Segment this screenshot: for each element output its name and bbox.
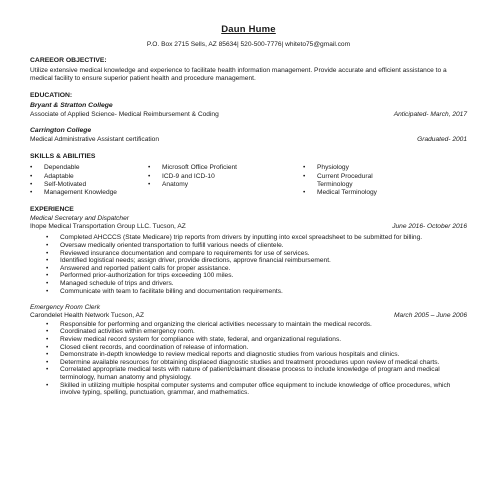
company-name: Carondelet Health Network Tucson, AZ [30,312,144,320]
bullet-icon: • [30,180,33,188]
experience-heading: EXPERIENCE [30,205,74,213]
bullet-icon: • [148,172,151,180]
bullet-icon: • [46,234,49,242]
skill-item: • Medical Terminology [303,188,377,196]
duty-item: • Answered and reported patient calls for proper assistance. [46,264,231,272]
bullet-icon: • [46,343,49,351]
bullet-icon: • [46,335,49,343]
bullet-icon: • [46,241,49,249]
duties-list [30,321,467,397]
skill-item: • Anatomy [148,180,189,188]
duty-item: • Oversaw medically oriented transportation to fulfill various needs of clientele. [46,241,284,249]
objective-heading: CAREEOR OBJECTIVE: [30,57,107,64]
bullet-icon: • [30,172,33,180]
job-title: Emergency Room Clerk [30,304,100,312]
bullet-icon: • [303,172,306,180]
education-heading: EDUCATION: [30,92,73,100]
skills-column [30,164,151,196]
bullet-icon: • [46,320,49,328]
bullet-icon: • [46,351,49,359]
skills-column [148,164,306,196]
duty-item: • Reviewed insurance documentation and compare to requirements for use of services. [46,249,310,257]
school-name: Bryant & Stratton College [30,102,113,110]
skill-item: • Microsoft Office Proficient [148,164,237,172]
skill-item: Terminology [317,180,353,188]
education-date: Graduated- 2001 [417,136,467,143]
bullet-icon: • [303,188,306,196]
duty-item: • Demonstrate in-depth knowledge to review medical reports and diagnostic studies from various hospitals and clinics. [46,351,400,359]
skill-item: • ICD-9 and ICD-10 [148,172,215,180]
education-entry [30,102,467,119]
skill-item: • Self-Motivated [30,180,87,188]
duty-item: • Skilled in utilizing multiple hospital computer systems and computer office equipment to include knowledge of office procedures, which involve typing, spelling, punctuation, grammar, and mathematics. [46,381,451,397]
duty-item: • Responsible for performing and organizing the clerical activities necessary to maintain the medical records. [46,320,372,328]
bullet-icon: • [148,164,151,172]
bullet-icon: • [46,279,49,287]
bullet-icon: • [46,249,49,257]
bullet-icon: • [30,164,33,172]
job-dates: June 2016- October 2016 [392,222,467,230]
skill-item: • Management Knowledge [30,188,117,196]
bullet-icon: • [46,358,49,366]
objective-text: Utilize extensive medical knowledge and experience to facilitate health information management. Provide accurate and efficient assistance to a medical facility to ensure superior patient health and procedure management. [30,67,447,83]
company-name: Ihope Medical Transportation Group LLC. Tucson, AZ [30,222,186,230]
bullet-icon: • [30,188,33,196]
bullet-icon: • [148,180,151,188]
skills-list [30,164,467,196]
bullet-icon: • [46,287,49,295]
duty-item: • Managed schedule of trips and drivers. [46,279,174,287]
skills-column [303,164,423,196]
education-entry [30,127,467,144]
skill-item: • Current Procedural [303,172,373,180]
duty-item: • Review medical record system for compliance with state, federal, and organizational regulations. [46,335,342,343]
job-dates: March 2005 – June 2006 [394,312,467,320]
education-date: Anticipated- March, 2017 [393,111,467,118]
duty-item: • Closed client records, and coordination of release of information. [46,343,249,351]
school-name: Carrington College [30,127,92,135]
bullet-icon: • [46,257,49,265]
duties-list [30,234,467,295]
bullet-icon: • [46,381,49,389]
job-title: Medical Secretary and Dispatcher [30,214,129,222]
applicant-name: Daun Hume [221,24,276,35]
duty-item: • Determine available resources for obtaining displaced diagnostic studies and treatment procedures upon review of medical charts. [46,358,440,366]
duty-item: • Coordinated activities within emergency room. [46,328,195,336]
skills-heading: SKILLS & ABILITIES [30,153,96,161]
bullet-icon: • [46,328,49,336]
program-name: Medical Administrative Assistant certification [30,136,159,143]
bullet-icon: • [46,272,49,280]
job-entry [30,304,467,397]
skill-item: • Dependable [30,164,80,172]
duty-item: • Identified logistical needs; assign driver, provide directions, approve financial reimbursement. [46,257,331,265]
bullet-icon: • [46,264,49,272]
contact-info: P.O. Box 2715 Sells, AZ 85634| 520-500-7776| whiteto75@gmail.com [146,41,351,48]
duty-item: • Completed AHCCCS (State Medicare) trip reports from drivers by inputting into excel spreadsheet to be submitted for billing. [46,234,423,242]
program-name: Associate of Applied Science- Medical Reimbursement & Coding [30,111,219,118]
job-entry [30,215,467,295]
bullet-icon: • [303,164,306,172]
skill-item: • Adaptable [30,172,74,180]
duty-item: • Performed prior-authorization for trips exceeding 100 miles. [46,272,234,280]
duty-item: • Communicate with team to facilitate billing and documentation requirements. [46,287,283,295]
duty-item: • Correlated appropriate medical tests with nature of patient/claimant disease process to include knowledge of program and medical terminology, human anatomy and physiology. [46,366,440,381]
skill-item: • Physiology [303,164,349,172]
bullet-icon: • [46,366,49,374]
